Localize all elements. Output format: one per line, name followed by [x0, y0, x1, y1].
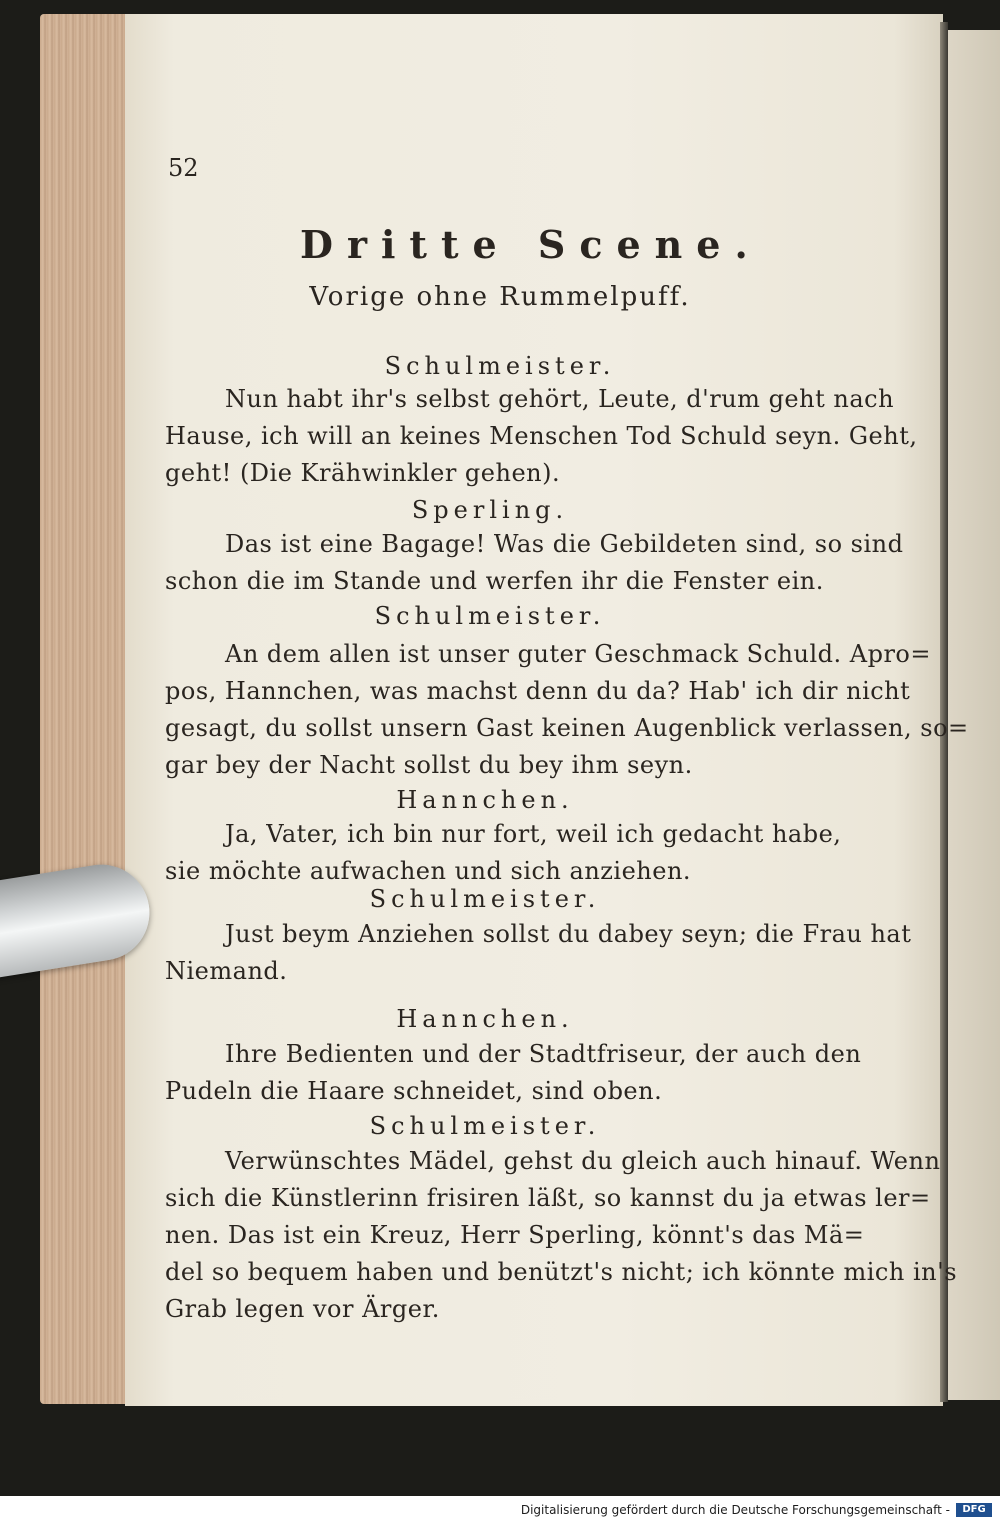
dialogue-line: Just beym Anziehen sollst du dabey seyn; die Frau hat — [225, 920, 912, 948]
dialogue-line: Hause, ich will an keines Menschen Tod Schuld seyn. Geht, — [165, 422, 918, 450]
dialogue-line: Niemand. — [165, 957, 288, 985]
dialogue-line: Nun habt ihr's selbst gehört, Leute, d'rum geht nach — [225, 385, 895, 413]
dialogue-line: An dem allen ist unser guter Geschmack Schuld. Apro= — [225, 640, 931, 668]
footer-bar — [0, 1500, 1000, 1521]
dialogue-line: Verwünschtes Mädel, gehst du gleich auch hinauf. Wenn — [225, 1147, 941, 1175]
dialogue-line: gar bey der Nacht sollst du bey ihm seyn. — [165, 751, 693, 779]
page-edges — [40, 14, 135, 1404]
dialogue-line: Das ist eine Bagage! Was die Gebildeten sind, so sind — [225, 530, 904, 558]
dialogue-line: nen. Das ist ein Kreuz, Herr Sperling, könnt's das Mä= — [165, 1221, 865, 1249]
stage-direction: Vorige ohne Rummelpuff. — [309, 282, 691, 312]
speaker-label: Schulmeister. — [369, 1112, 601, 1140]
dialogue-line: pos, Hannchen, was machst denn du da? Hab' ich dir nicht — [165, 677, 911, 705]
speaker-label: Schulmeister. — [369, 885, 601, 913]
dialogue-line: Ja, Vater, ich bin nur fort, weil ich gedacht habe, — [225, 820, 842, 848]
scene-title: Dritte Scene. — [300, 222, 762, 267]
speaker-label: Hannchen. — [396, 1005, 574, 1033]
dialogue-line: del so bequem haben und benützt's nicht; ich könnte mich in's — [165, 1258, 958, 1286]
speaker-label: Schulmeister. — [384, 352, 616, 380]
book-gutter — [940, 22, 948, 1402]
dialogue-line: Pudeln die Haare schneidet, sind oben. — [165, 1077, 663, 1105]
dialogue-line: Grab legen vor Ärger. — [165, 1295, 440, 1323]
speaker-label: Sperling. — [411, 496, 569, 524]
footer-credit: Digitalisierung gefördert durch die Deutsche Forschungsgemeinschaft - — [520, 1503, 950, 1517]
dialogue-line: gesagt, du sollst unsern Gast keinen Augenblick verlassen, so= — [165, 714, 969, 742]
page-number: 52 — [168, 154, 199, 182]
dialogue-line: Ihre Bedienten und der Stadtfriseur, der auch den — [225, 1040, 862, 1068]
dialogue-line: sich die Künstlerinn frisiren läßt, so kannst du ja etwas ler= — [165, 1184, 931, 1212]
dfg-logo: DFG — [956, 1503, 992, 1517]
dialogue-line: sie möchte aufwachen und sich anziehen. — [165, 857, 692, 885]
speaker-label: Schulmeister. — [374, 602, 606, 630]
dialogue-line: schon die im Stande und werfen ihr die Fenster ein. — [165, 567, 824, 595]
speaker-label: Hannchen. — [396, 786, 574, 814]
dialogue-line: geht! (Die Krähwinkler gehen). — [165, 459, 561, 487]
